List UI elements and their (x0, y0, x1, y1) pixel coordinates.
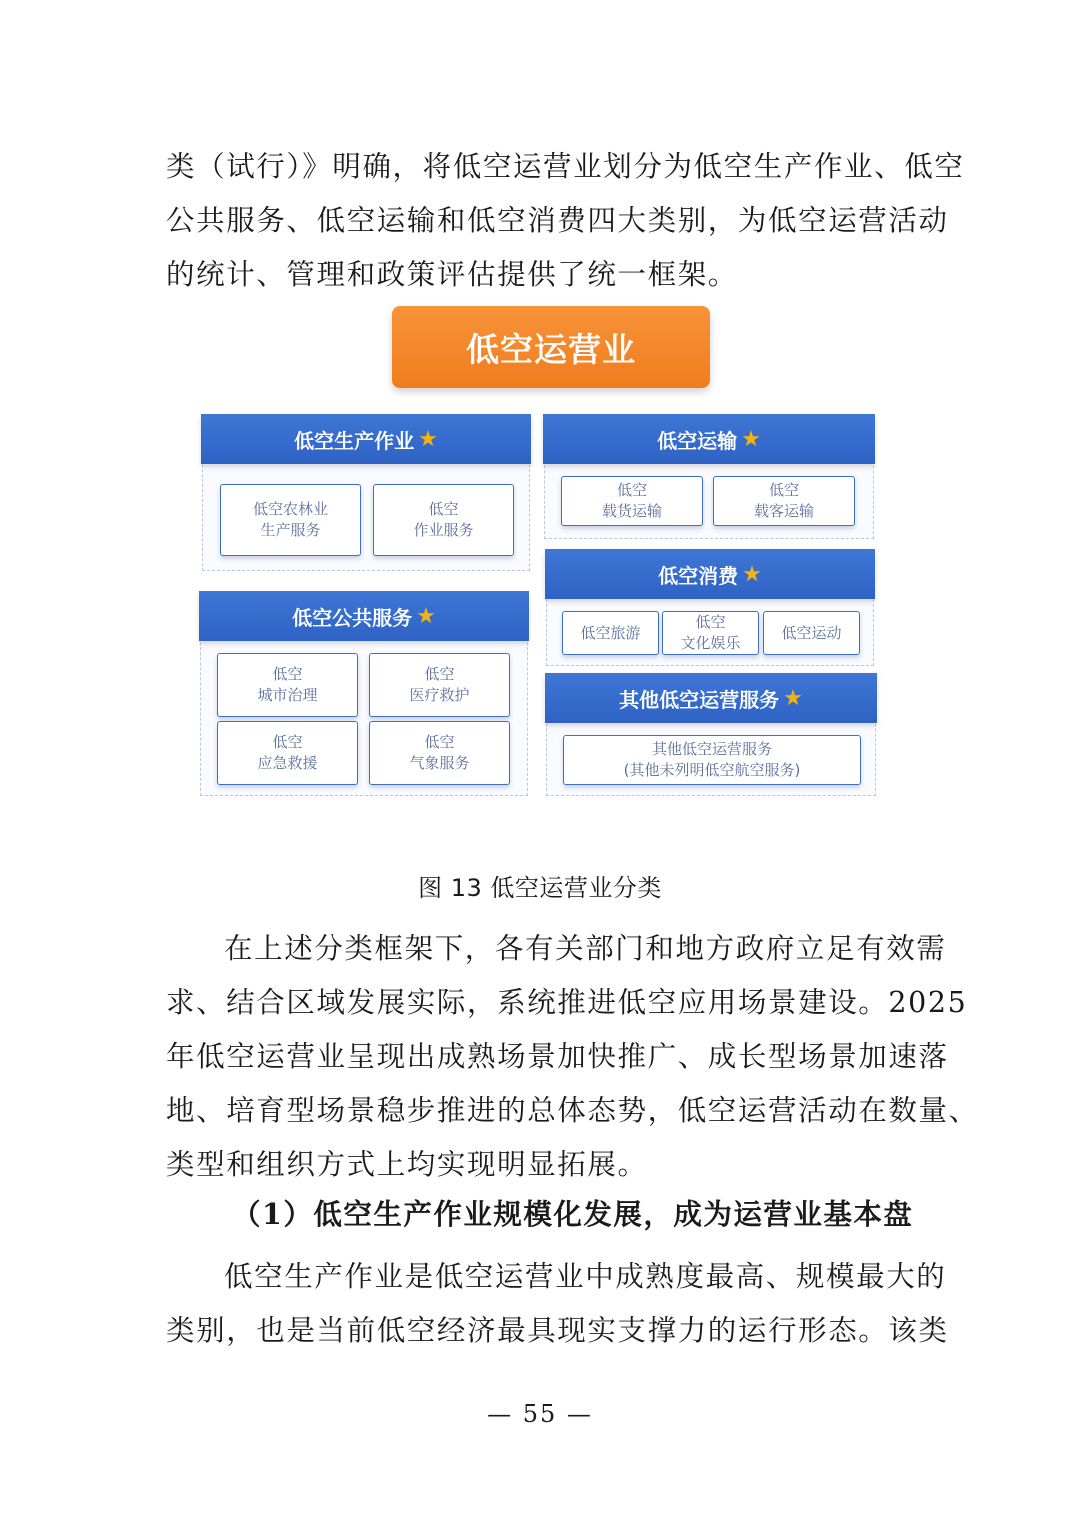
leaf-box (217, 721, 358, 785)
text-line: 地、培育型场景稳步推进的总体态势，低空运营活动在数量、 (166, 1094, 979, 1127)
star-icon: ★ (742, 561, 762, 587)
star-icon: ★ (416, 603, 436, 629)
leaf-label: 医疗救护 (409, 686, 470, 704)
group-header (545, 673, 877, 723)
group-consumption (546, 550, 874, 666)
leaf-label: 生产服务 (260, 521, 321, 539)
leaf-label: 载货运输 (601, 502, 662, 520)
leaf-label: 载客运输 (753, 502, 814, 520)
text-line: 类别，也是当前低空经济最具现实支撑力的运行形态。该类 (166, 1314, 949, 1347)
text-line: 公共服务、低空运输和低空消费四大类别，为低空运营活动 (166, 204, 949, 237)
leaf-label: 应急救援 (257, 754, 318, 772)
leaf-label: 城市治理 (257, 686, 318, 704)
leaf-box (763, 611, 860, 655)
leaf-label: (其他未列明低空航空服务) (623, 761, 801, 779)
group-title: 其他低空运营服务 (619, 687, 780, 712)
leaf-label: 低空 (272, 733, 303, 751)
group-title: 低空生产作业 (294, 428, 415, 453)
group-title: 低空公共服务 (292, 605, 413, 630)
leaf-box (563, 735, 861, 785)
leaf-label: 低空 (428, 500, 459, 518)
star-icon: ★ (418, 426, 438, 452)
paragraph-2 (166, 922, 979, 1192)
leaf-label: 作业服务 (413, 521, 474, 539)
paragraph-3 (166, 1250, 949, 1358)
leaf-label: 低空运动 (781, 623, 842, 642)
section-heading: （1）低空生产作业规模化发展，成为运营业基本盘 (232, 1197, 914, 1231)
leaf-box (369, 721, 510, 785)
text-line: 低空生产作业是低空运营业中成熟度最高、规模最大的 (224, 1260, 947, 1293)
page-number: — 55 — (487, 1400, 593, 1428)
leaf-label: 低空农林业 (252, 500, 328, 518)
leaf-label: 低空 (616, 481, 647, 499)
text-line: 类型和组织方式上均实现明显拓展。 (166, 1148, 648, 1181)
group-other-services (546, 674, 876, 796)
leaf-box (369, 653, 510, 717)
text-line: 求、结合区域发展实际，系统推进低空应用场景建设。2025 (166, 986, 968, 1019)
leaf-box (217, 653, 358, 717)
leaf-box (713, 476, 855, 526)
paragraph-1 (166, 140, 965, 302)
leaf-box (662, 611, 759, 655)
group-public-services (200, 592, 528, 796)
text-line: 类（试行）》明确，将低空运营业划分为低空生产作业、低空 (166, 150, 965, 183)
star-icon: ★ (783, 685, 803, 711)
leaf-label: 低空 (768, 481, 799, 499)
leaf-label: 文化娱乐 (680, 634, 741, 652)
leaf-label: 低空 (424, 665, 455, 683)
group-production (202, 415, 530, 571)
group-header (199, 591, 529, 641)
group-header (545, 549, 875, 599)
leaf-label: 其他低空运营服务 (651, 740, 772, 758)
figure-caption: 图 13 低空运营业分类 (418, 874, 662, 902)
leaf-label: 低空 (272, 665, 303, 683)
leaf-box (373, 484, 514, 556)
group-transport (544, 415, 874, 539)
group-title: 低空运输 (657, 428, 738, 453)
leaf-box (220, 484, 361, 556)
text-line: 年低空运营业呈现出成熟场景加快推广、成长型场景加速落 (166, 1040, 949, 1073)
group-header (201, 414, 531, 464)
group-header (543, 414, 875, 464)
leaf-box (562, 611, 659, 655)
leaf-box (561, 476, 703, 526)
leaf-label: 低空 (424, 733, 455, 751)
star-icon: ★ (741, 426, 761, 452)
leaf-label: 低空旅游 (580, 623, 641, 642)
diagram-root-box: 低空运营业 (392, 306, 710, 388)
leaf-label: 低空 (695, 613, 726, 631)
text-line: 的统计、管理和政策评估提供了统一框架。 (166, 258, 738, 291)
group-title: 低空消费 (658, 563, 739, 588)
leaf-label: 气象服务 (409, 754, 470, 772)
text-line: 在上述分类框架下，各有关部门和地方政府立足有效需 (224, 932, 947, 965)
classification-diagram (190, 300, 890, 840)
